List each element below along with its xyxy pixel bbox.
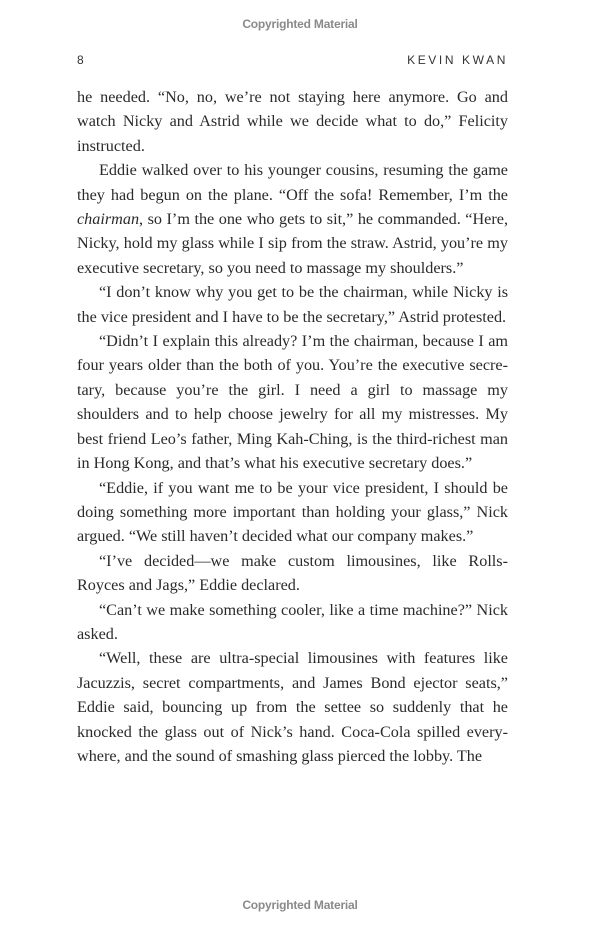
text-segment: “I don’t know why you get to be the chairman, while Nicky is the vice president and I have to be the secretary,” Astrid protested.	[77, 283, 508, 326]
paragraph	[77, 280, 508, 329]
text-segment: “Well, these are ultra-special limousines with features like Jacuzzis, secret compartments, and James Bond ejector seats,” Eddie said, bouncing up from the settee so suddenly that he knocked the glass out of Nick’s hand. Coca-Cola spilled everywhere, and the sound of smashing glass pierced the lobby. The	[77, 649, 508, 765]
text-segment: he needed. “No, no, we’re not staying here anymore. Go and watch Nicky and Astrid while we decide what to do,” Felicity instructed.	[77, 88, 508, 155]
running-header	[77, 53, 508, 71]
text-segment: “I’ve decided—we make custom limousines, like Rolls-Royces and Jags,” Eddie declared.	[77, 551, 508, 595]
text-segment: Eddie walked over to his younger cousins, resuming the game they had begun on the plane. “Off the sofa! Remember, I’m the	[77, 161, 508, 204]
paragraph	[77, 85, 508, 158]
paragraph	[77, 646, 508, 768]
text-segment: “Can’t we make something cooler, like a time machine?” Nick asked.	[77, 600, 508, 643]
paragraph	[77, 329, 508, 475]
author-name: KEVIN KWAN	[407, 53, 508, 67]
paragraph	[77, 598, 508, 647]
paragraph	[77, 549, 508, 598]
paragraph	[77, 158, 508, 280]
body-text	[77, 85, 508, 768]
paragraph	[77, 476, 508, 549]
italic-text: chairman	[77, 210, 140, 229]
text-segment: “Eddie, if you want me to be your vice president, I should be doing something more important than holding your glass,” Nick argued. “We still haven’t decided what our company makes.”	[77, 478, 508, 546]
text-segment: , so I’m the one who gets to sit,” he commanded. “Here, Nicky, hold my glass while I sip from the straw. Astrid, you’re my executive secretary, so you need to massage my shoulders.”	[77, 210, 508, 277]
copyright-watermark-top: Copyrighted Material	[242, 17, 358, 31]
copyright-watermark-bottom: Copyrighted Material	[242, 898, 358, 912]
text-segment: “Didn’t I explain this already? I’m the chairman, because I am four years older than the both of you. You’re the executive secretary, because you’re the girl. I need a girl to massage my shoulders and to help choose jewelry for all my mistresses. My best friend Leo’s father, Ming Kah-Ching, is the third-richest man in Hong Kong, and that’s what his executive secretary does.”	[77, 332, 508, 473]
page-number: 8	[77, 53, 84, 67]
